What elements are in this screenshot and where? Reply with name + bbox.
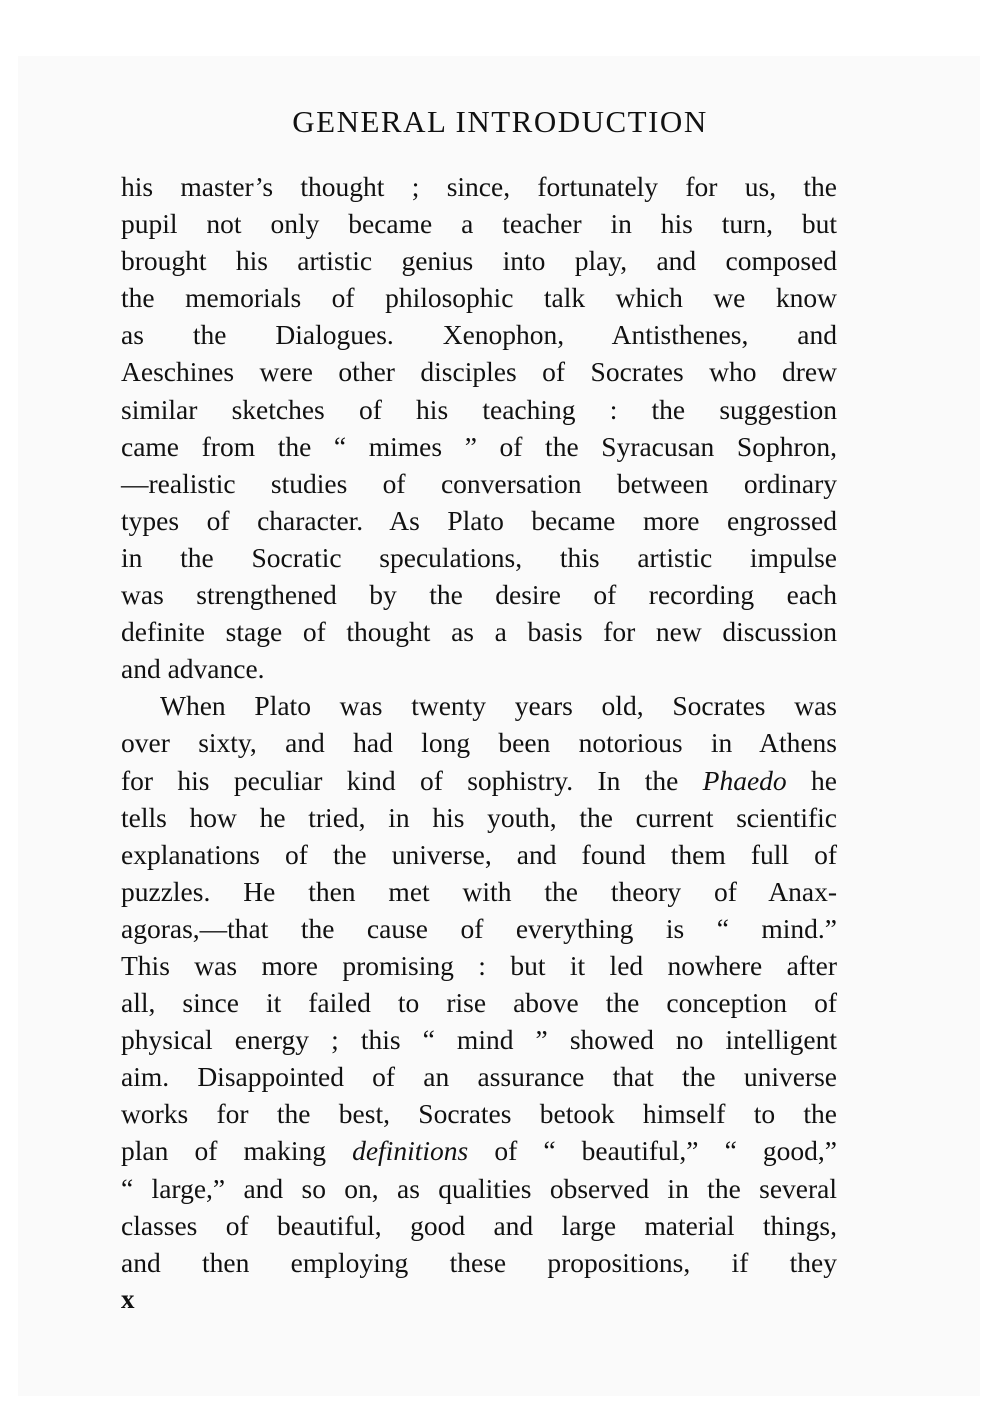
text-line — [121, 910, 837, 947]
text-run: works for the best, Socrates betook himself to the — [121, 1098, 837, 1130]
text-line — [121, 613, 837, 650]
text-run: was strengthened by the desire of recording each — [121, 579, 837, 611]
text-run: similar sketches of his teaching : the suggestion — [121, 393, 837, 425]
text-line — [121, 1021, 837, 1058]
text-line — [121, 576, 837, 613]
text-run: aim. Disappointed of an assurance that the universe — [121, 1061, 837, 1093]
body-text — [121, 168, 837, 1281]
text-run: all, since it failed to rise above the conception of — [121, 987, 837, 1019]
text-line — [121, 947, 837, 984]
text-line — [121, 687, 837, 724]
text-line — [121, 279, 837, 316]
text-run: puzzles. He then met with the theory of Anax- — [121, 875, 837, 907]
text-line — [121, 1058, 837, 1095]
text-run: brought his artistic genius into play, and composed — [121, 245, 837, 277]
text-run: tells how he tried, in his youth, the current scientific — [121, 801, 837, 833]
text-line — [121, 168, 837, 205]
text-run: physical energy ; this “ mind ” showed no intelligent — [121, 1024, 837, 1056]
text-run: over sixty, and had long been notorious in Athens — [121, 727, 837, 759]
text-run: the memorials of philosophic talk which we know — [121, 282, 837, 314]
text-run: of “ beautiful,” “ good,” — [468, 1135, 837, 1167]
text-line — [121, 799, 837, 836]
italic-text: definitions — [352, 1135, 469, 1167]
text-line — [121, 836, 837, 873]
running-head: GENERAL INTRODUCTION — [292, 104, 708, 139]
text-run: in the Socratic speculations, this artistic impulse — [121, 541, 837, 573]
italic-text: Phaedo — [702, 764, 787, 796]
text-run: classes of beautiful, good and large material things, — [121, 1209, 837, 1241]
text-run: When Plato was twenty years old, Socrates was — [160, 690, 837, 722]
text-line — [121, 428, 837, 465]
text-run: “ large,” and so on, as qualities observed in the several — [121, 1172, 837, 1204]
text-line — [121, 1170, 837, 1207]
text-line — [121, 205, 837, 242]
text-line — [121, 316, 837, 353]
text-line — [121, 984, 837, 1021]
text-line — [121, 1207, 837, 1244]
text-line — [121, 1244, 837, 1281]
text-line — [121, 242, 837, 279]
text-run: Aeschines were other disciples of Socrates who drew — [121, 356, 837, 388]
text-line — [121, 391, 837, 428]
text-line — [121, 650, 837, 687]
text-run: —realistic studies of conversation between ordinary — [121, 467, 837, 499]
text-run: came from the “ mimes ” of the Syracusan Sophron, — [121, 430, 837, 462]
text-run: agoras,—that the cause of everything is “ mind.” — [121, 912, 837, 944]
page-number: x — [121, 1284, 135, 1314]
text-run: explanations of the universe, and found them full of — [121, 838, 837, 870]
text-line — [121, 539, 837, 576]
text-run: and advance. — [121, 653, 265, 685]
text-run: types of character. As Plato became more engrossed — [121, 504, 837, 536]
text-run: and then employing these propositions, if they — [121, 1246, 837, 1278]
text-line — [121, 873, 837, 910]
text-run: for his peculiar kind of sophistry. In the — [121, 764, 703, 796]
text-line — [121, 1095, 837, 1132]
text-run: plan of making — [121, 1135, 353, 1167]
text-line — [121, 724, 837, 761]
text-run: as the Dialogues. Xenophon, Antisthenes, and — [121, 319, 837, 351]
text-line — [121, 1132, 837, 1169]
text-run: pupil not only became a teacher in his turn, but — [121, 208, 837, 240]
text-line — [121, 762, 837, 799]
text-line — [121, 353, 837, 390]
text-run: definite stage of thought as a basis for new discussion — [121, 616, 837, 648]
text-line — [121, 465, 837, 502]
text-line — [121, 502, 837, 539]
text-run: he — [786, 764, 837, 796]
text-run: his master’s thought ; since, fortunately for us, the — [121, 171, 837, 202]
text-run: This was more promising : but it led nowhere after — [121, 949, 837, 981]
